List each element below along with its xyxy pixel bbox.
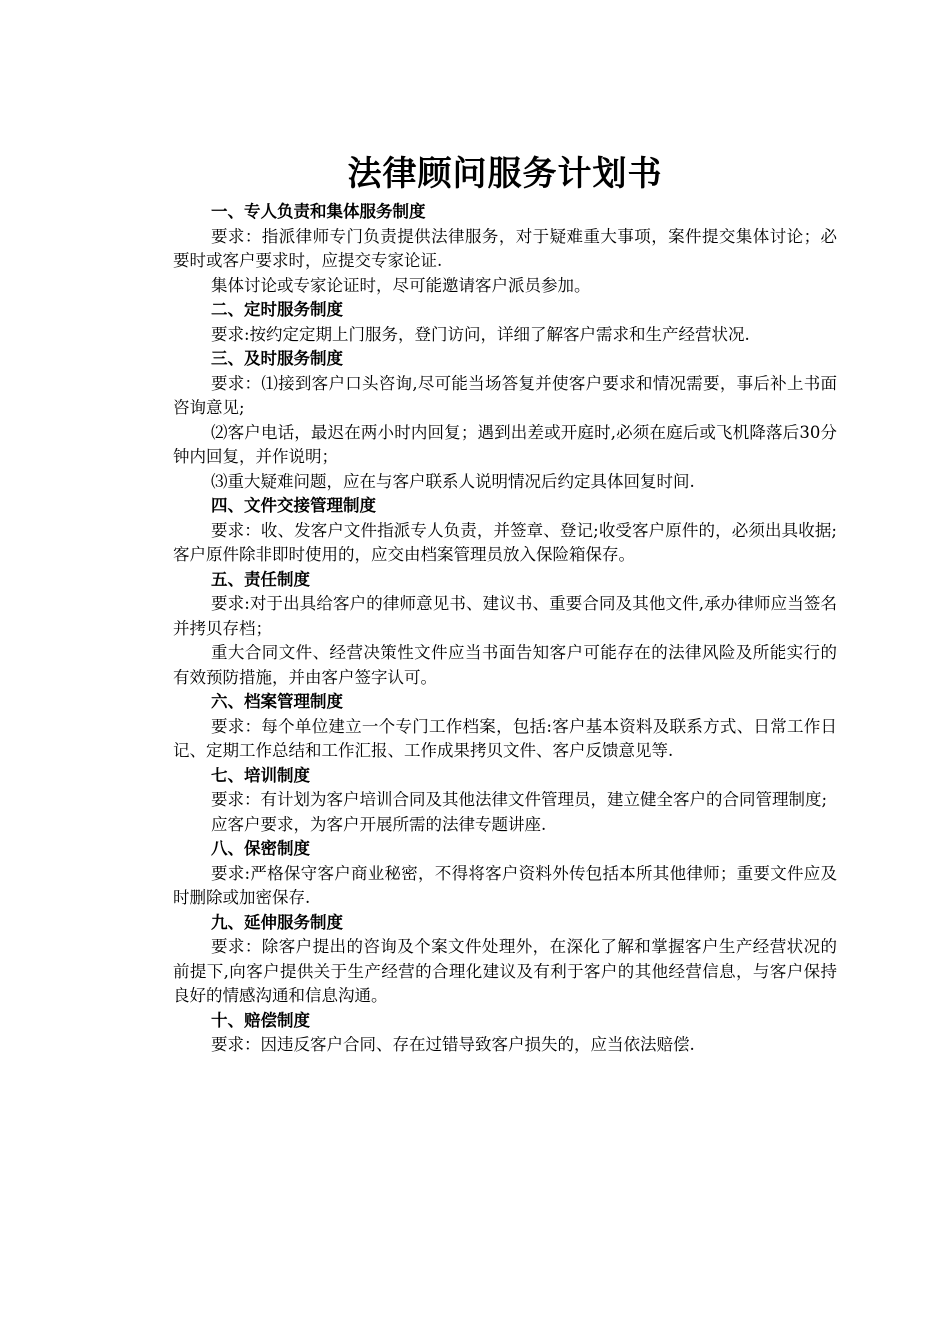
- section-1: [173, 200, 837, 298]
- section-heading: 九、延伸服务制度: [211, 912, 343, 932]
- section-heading: 四、文件交接管理制度: [211, 496, 376, 515]
- section-paragraph: ⑵客户电话，最迟在两小时内回复；遇到出差或开庭时,必须在庭后或飞机降落后30分钟内回复，并作说明；: [173, 422, 837, 466]
- section-6: [173, 690, 837, 764]
- section-heading: 五、责任制度: [211, 569, 310, 589]
- section-4: [173, 494, 837, 568]
- section-paragraph: 要求：收、发客户文件指派专人负责，并签章、登记;收受客户原件的，必须出具收据;客户原件除非即时使用的，应交由档案管理员放入保险箱保存。: [173, 520, 837, 564]
- section-paragraph: ⑶重大疑难问题，应在与客户联系人说明情况后约定具体回复时间.: [211, 471, 695, 491]
- section-paragraph: 重大合同文件、经营决策性文件应当书面告知客户可能存在的法律风险及所能实行的有效预防措施，并由客户签字认可。: [173, 643, 837, 687]
- section-heading: 三、及时服务制度: [211, 349, 343, 368]
- section-8: [173, 837, 837, 911]
- section-3: [173, 347, 837, 494]
- section-9: [173, 911, 837, 1009]
- section-7: [173, 764, 837, 838]
- document-title: 法律顾问服务计划书: [347, 154, 663, 194]
- section-paragraph: 要求：除客户提出的咨询及个案文件处理外，在深化了解和掌握客户生产经营状况的前提下,向客户提供关于生产经营的合理化建议及有利于客户的其他经营信息，与客户保持良好的情感沟通和信息沟通。: [173, 937, 837, 1005]
- section-paragraph: 要求：每个单位建立一个专门工作档案，包括:客户基本资料及联系方式、日常工作日记、定期工作总结和工作汇报、工作成果拷贝文件、客户反馈意见等.: [173, 716, 837, 760]
- section-heading: 二、定时服务制度: [211, 300, 343, 319]
- section-paragraph: 要求:对于出具给客户的律师意见书、建议书、重要合同及其他文件,承办律师应当签名并拷贝存档；: [173, 594, 837, 638]
- section-2: [173, 298, 837, 347]
- section-paragraph: 要求：因违反客户合同、存在过错导致客户损失的，应当依法赔偿.: [211, 1035, 695, 1054]
- section-heading: 七、培训制度: [211, 765, 310, 785]
- section-5: [173, 568, 837, 691]
- section-paragraph: 要求：有计划为客户培训合同及其他法律文件管理员，建立健全客户的合同管理制度;: [211, 790, 828, 809]
- section-heading: 一、专人负责和集体服务制度: [211, 202, 426, 221]
- section-paragraph: 集体讨论或专家论证时，尽可能邀请客户派员参加。: [211, 275, 591, 295]
- section-paragraph: 要求:严格保守客户商业秘密，不得将客户资料外传包括本所其他律师；重要文件应及时删除或加密保存.: [173, 863, 837, 907]
- document-page: [173, 150, 837, 1058]
- section-paragraph: 要求：⑴接到客户口头咨询,尽可能当场答复并使客户要求和情况需要，事后补上书面咨询意见;: [173, 373, 837, 417]
- section-paragraph: 要求:按约定定期上门服务，登门访问，详细了解客户需求和生产经营状况.: [211, 324, 750, 344]
- section-heading: 六、档案管理制度: [211, 692, 343, 711]
- section-paragraph: 应客户要求，为客户开展所需的法律专题讲座.: [211, 814, 547, 834]
- section-heading: 十、赔偿制度: [211, 1010, 310, 1030]
- section-paragraph: 要求：指派律师专门负责提供法律服务，对于疑难重大事项，案件提交集体讨论；必要时或客户要求时，应提交专家论证.: [173, 226, 837, 270]
- section-heading: 八、保密制度: [211, 839, 310, 858]
- section-10: [173, 1009, 837, 1058]
